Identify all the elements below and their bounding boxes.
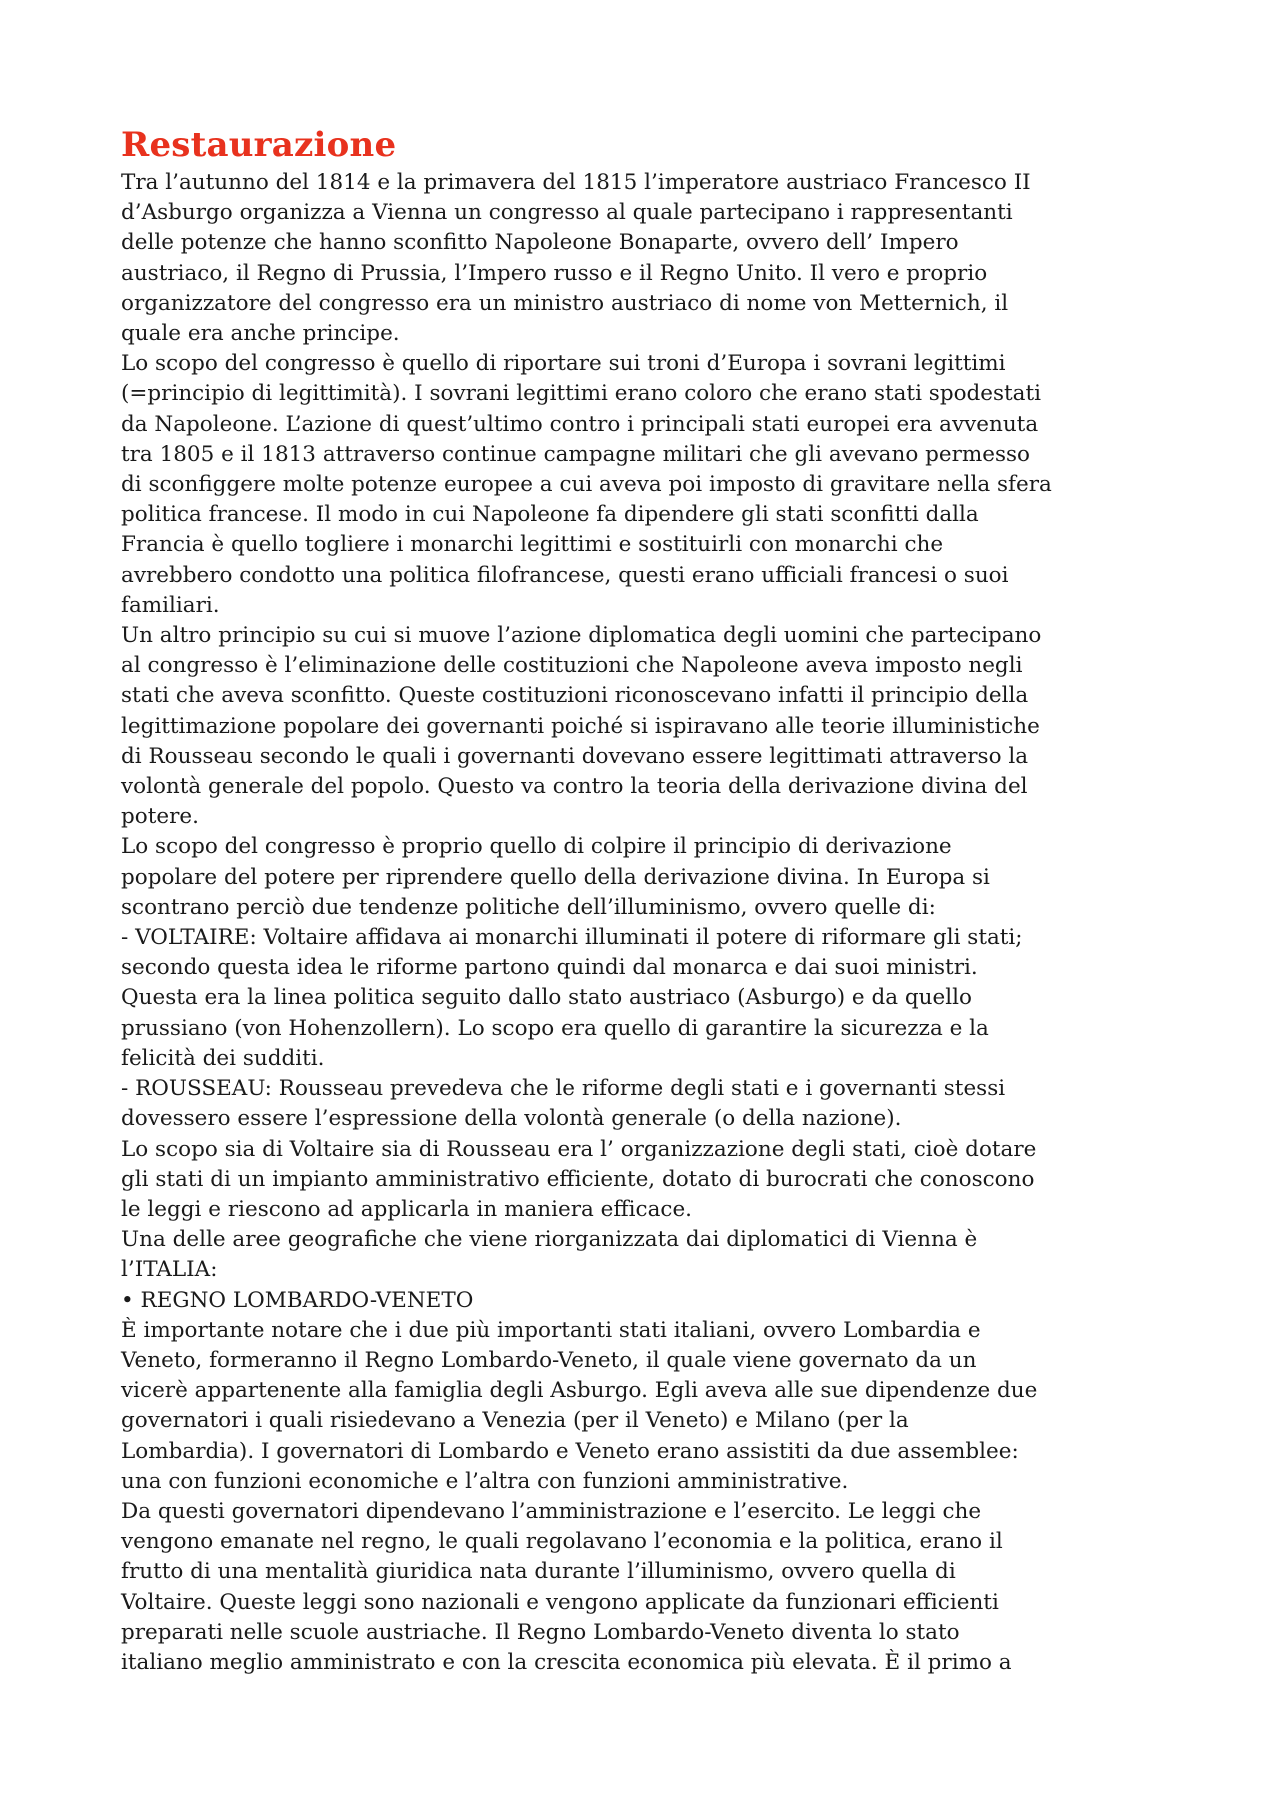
text-line: organizzatore del congresso era un ministro austriaco di nome von Metternich, il [121, 290, 1009, 316]
text-line: stati che aveva sconfitto. Queste costituzioni riconoscevano infatti il principio della [121, 683, 1029, 709]
text-line: scontrano perciò due tendenze politiche dell’illuminismo, ovvero quelle di: [121, 894, 936, 920]
text-line: Una delle aree geografiche che viene riorganizzata dai diplomatici di Vienna è [121, 1227, 978, 1253]
text-line: di Rousseau secondo le quali i governanti dovevano essere legittimati attraverso la [121, 743, 1029, 769]
document-page [121, 124, 1181, 1678]
text-line: tra 1805 e il 1813 attraverso continue campagne militari che gli avevano permesso [121, 441, 1030, 467]
text-line: l’ITALIA: [121, 1257, 218, 1283]
text-line: Lo scopo del congresso è quello di riportare sui troni d’Europa i sovrani legittimi [121, 351, 1006, 377]
text-line: È importante notare che i due più importanti stati italiani, ovvero Lombardia e [121, 1317, 981, 1343]
text-line: Veneto, formeranno il Regno Lombardo-Veneto, il quale viene governato da un [121, 1347, 977, 1373]
document-body [121, 168, 1181, 1678]
text-line: italiano meglio amministrato e con la crescita economica più elevata. È il primo a [121, 1649, 1012, 1675]
text-line: Da questi governatori dipendevano l’amministrazione e l’esercito. Le leggi che [121, 1498, 982, 1524]
text-line: al congresso è l’eliminazione delle costituzioni che Napoleone aveva imposto negli [121, 653, 1023, 679]
text-line: d’Asburgo organizza a Vienna un congresso al quale partecipano i rappresentanti [121, 200, 1013, 226]
text-line: felicità dei sudditi. [121, 1045, 325, 1071]
text-line: delle potenze che hanno sconfitto Napoleone Bonaparte, ovvero dell’ Impero [121, 230, 959, 256]
text-line: vengono emanate nel regno, le quali regolavano l’economia e la politica, erano il [121, 1529, 1003, 1555]
text-line: quale era anche principe. [121, 321, 400, 347]
text-line: - VOLTAIRE: Voltaire affidava ai monarchi illuminati il potere di riformare gli stati; [121, 925, 1023, 951]
text-line: vicerè appartenente alla famiglia degli Asburgo. Egli aveva alle sue dipendenze due [121, 1378, 1038, 1404]
text-line: Tra l’autunno del 1814 e la primavera del 1815 l’imperatore austriaco Francesco II [121, 170, 1031, 195]
text-line: Voltaire. Queste leggi sono nazionali e vengono applicate da funzionari efficienti [121, 1589, 999, 1615]
text-line: austriaco, il Regno di Prussia, l’Impero russo e il Regno Unito. Il vero e proprio [121, 260, 988, 286]
text-line: politica francese. Il modo in cui Napoleone fa dipendere gli stati sconfitti dalla [121, 502, 979, 528]
text-line: (=principio di legittimità). I sovrani legittimi erano coloro che erano stati spodestati [121, 381, 1042, 407]
text-line: prussiano (von Hohenzollern). Lo scopo era quello di garantire la sicurezza e la [121, 1015, 989, 1041]
text-line: potere. [121, 804, 199, 830]
text-line: gli stati di un impianto amministrativo efficiente, dotato di burocrati che conoscono [121, 1166, 1035, 1192]
text-line: le leggi e riescono ad applicarla in maniera efficace. [121, 1196, 692, 1222]
text-line: Lo scopo sia di Voltaire sia di Rousseau era l’ organizzazione degli stati, cioè dotare [121, 1136, 1037, 1162]
text-line: Lo scopo del congresso è proprio quello di colpire il principio di derivazione [121, 834, 952, 860]
page-title: Restaurazione [121, 125, 397, 165]
text-line: avrebbero condotto una politica filofrancese, questi erano ufficiali francesi o suoi [121, 562, 1009, 588]
text-line: volontà generale del popolo. Questo va contro la teoria della derivazione divina del [121, 774, 1028, 800]
text-line: • REGNO LOMBARDO-VENETO [121, 1287, 474, 1313]
text-line: - ROUSSEAU: Rousseau prevedeva che le riforme degli stati e i governanti stessi [121, 1076, 1006, 1102]
text-line: Un altro principio su cui si muove l’azione diplomatica degli uomini che partecipano [121, 623, 1042, 649]
text-line: da Napoleone. L’azione di quest’ultimo contro i principali stati europei era avvenuta [121, 411, 1039, 437]
text-line: una con funzioni economiche e l’altra con funzioni amministrative. [121, 1468, 849, 1494]
text-line: dovessero essere l’espressione della volontà generale (o della nazione). [121, 1106, 902, 1132]
text-line: di sconfiggere molte potenze europee a cui aveva poi imposto di gravitare nella sfera [121, 472, 1052, 498]
text-line: popolare del potere per riprendere quello della derivazione divina. In Europa si [121, 864, 990, 890]
text-line: secondo questa idea le riforme partono quindi dal monarca e dai suoi ministri. [121, 955, 978, 981]
text-line: legittimazione popolare dei governanti poiché si ispiravano alle teorie illuministiche [121, 713, 1040, 739]
text-line: familiari. [121, 592, 220, 618]
text-line: frutto di una mentalità giuridica nata durante l’illuminismo, ovvero quella di [121, 1559, 956, 1585]
text-line: governatori i quali risiedevano a Venezia (per il Veneto) e Milano (per la [121, 1408, 909, 1434]
text-line: preparati nelle scuole austriache. Il Regno Lombardo-Veneto diventa lo stato [121, 1619, 960, 1645]
text-line: Questa era la linea politica seguito dallo stato austriaco (Asburgo) e da quello [121, 985, 972, 1011]
text-line: Lombardia). I governatori di Lombardo e Veneto erano assistiti da due assemblee: [121, 1438, 1019, 1464]
text-line: Francia è quello togliere i monarchi legittimi e sostituirli con monarchi che [121, 532, 944, 558]
